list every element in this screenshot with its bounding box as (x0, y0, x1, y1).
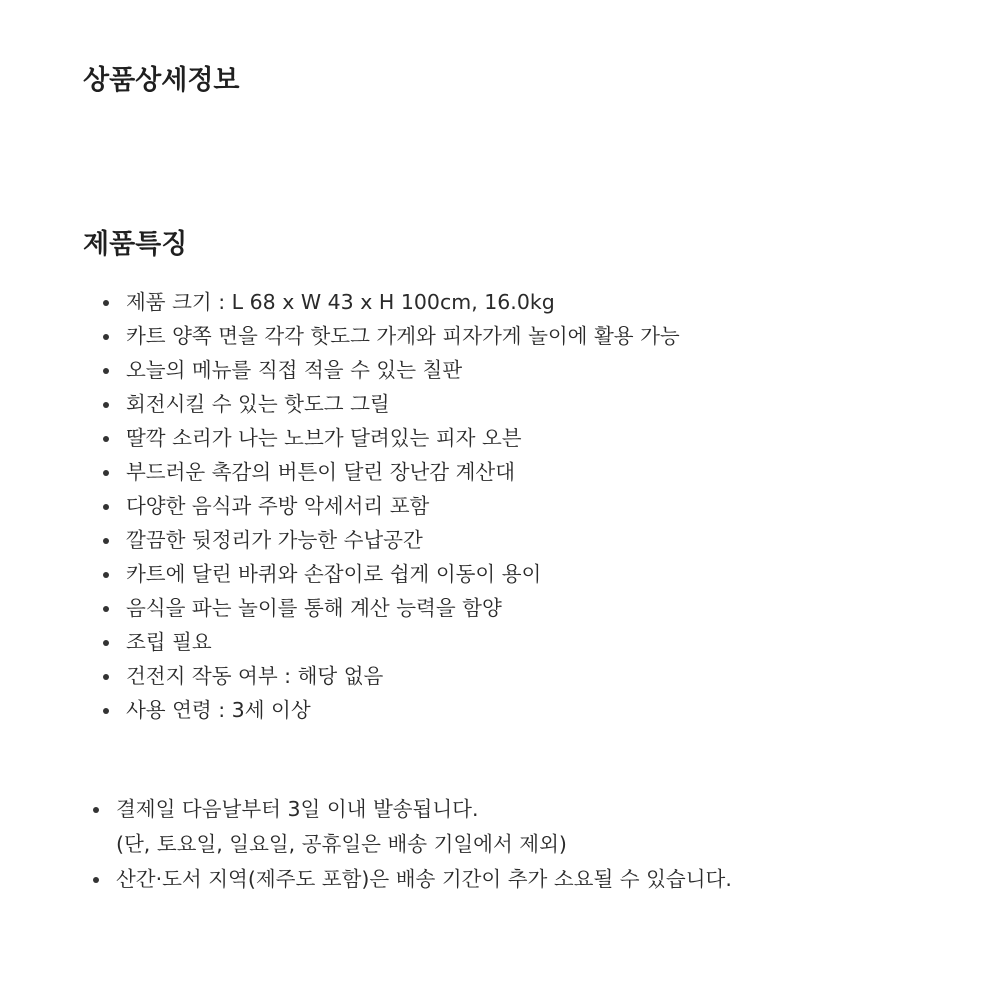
shipping-notice-text: 산간·도서 지역(제주도 포함)은 배송 기간이 추가 소요될 수 있습니다. (116, 867, 732, 891)
shipping-notice-text: 결제일 다음날부터 3일 이내 발송됩니다. (116, 797, 479, 821)
page-title: 상품상세정보 (83, 65, 240, 96)
feature-item: 부드러운 촉감의 버튼이 달린 장난감 계산대 (100, 455, 980, 489)
feature-item: 회전시킬 수 있는 핫도그 그릴 (100, 387, 980, 421)
feature-item: 건전지 작동 여부 : 해당 없음 (100, 659, 980, 693)
feature-item: 카트 양쪽 면을 각각 핫도그 가게와 피자가게 놀이에 활용 가능 (100, 319, 980, 353)
features-list (100, 285, 980, 727)
features-section-title: 제품특징 (83, 229, 188, 260)
shipping-notice-item (90, 792, 980, 862)
feature-item: 카트에 달린 바퀴와 손잡이로 쉽게 이동이 용이 (100, 557, 980, 591)
shipping-notice-item (90, 862, 980, 897)
feature-item: 사용 연령 : 3세 이상 (100, 693, 980, 727)
feature-item: 제품 크기 : L 68 x W 43 x H 100cm, 16.0kg (100, 285, 980, 319)
shipping-notice-list (90, 792, 980, 897)
feature-item: 조립 필요 (100, 625, 980, 659)
feature-item: 오늘의 메뉴를 직접 적을 수 있는 칠판 (100, 353, 980, 387)
shipping-notice-subtext: (단, 토요일, 일요일, 공휴일은 배송 기일에서 제외) (116, 832, 567, 856)
feature-item: 음식을 파는 놀이를 통해 계산 능력을 함양 (100, 591, 980, 625)
feature-item: 깔끔한 뒷정리가 가능한 수납공간 (100, 523, 980, 557)
feature-item: 딸깍 소리가 나는 노브가 달려있는 피자 오븐 (100, 421, 980, 455)
feature-item: 다양한 음식과 주방 악세서리 포함 (100, 489, 980, 523)
